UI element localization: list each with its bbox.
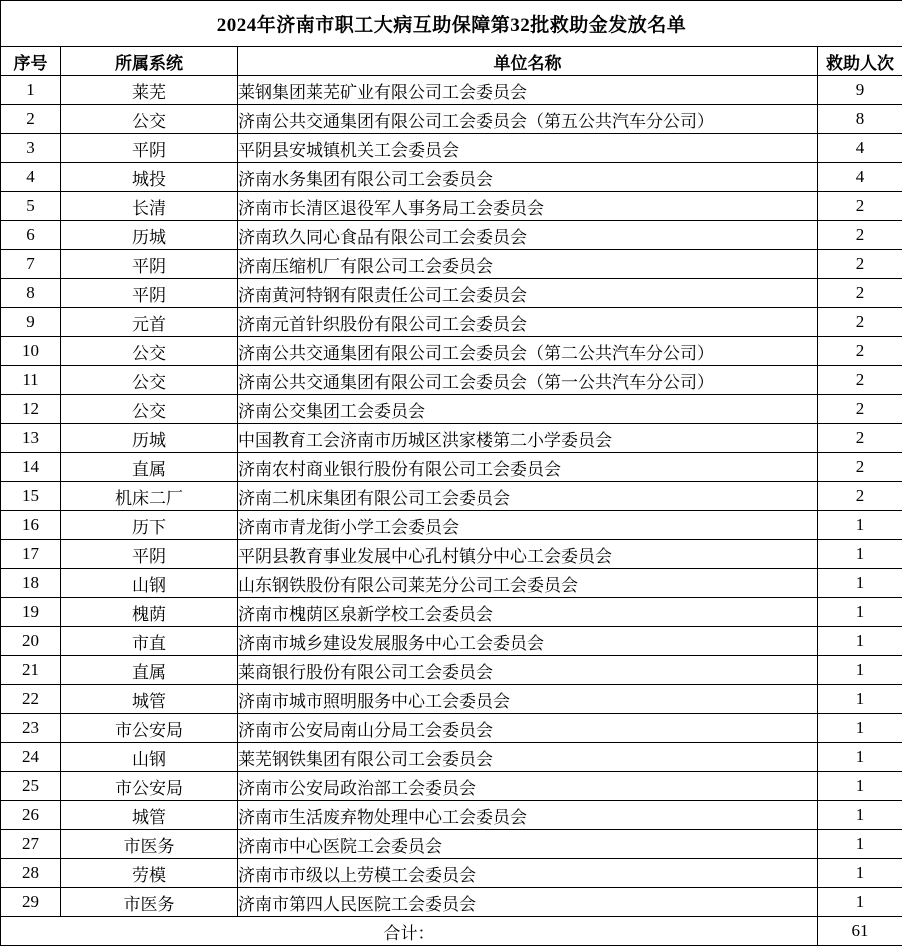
cell-count: 1 [818, 801, 902, 830]
cell-system: 公交 [61, 337, 238, 366]
cell-count: 2 [818, 453, 902, 482]
cell-count: 1 [818, 772, 902, 801]
column-header-index: 序号 [1, 47, 61, 76]
cell-index: 15 [1, 482, 61, 511]
cell-count: 2 [818, 192, 902, 221]
cell-system: 平阴 [61, 540, 238, 569]
cell-index: 28 [1, 859, 61, 888]
cell-system: 平阴 [61, 250, 238, 279]
cell-index: 10 [1, 337, 61, 366]
cell-unit: 济南市中心医院工会委员会 [238, 830, 818, 859]
cell-index: 22 [1, 685, 61, 714]
table-row [1, 598, 902, 627]
cell-index: 7 [1, 250, 61, 279]
cell-index: 17 [1, 540, 61, 569]
cell-count: 2 [818, 482, 902, 511]
total-value: 61 [818, 917, 902, 946]
cell-index: 25 [1, 772, 61, 801]
table-row [1, 453, 902, 482]
cell-count: 1 [818, 511, 902, 540]
cell-index: 1 [1, 76, 61, 105]
cell-unit: 济南市公安局政治部工会委员会 [238, 772, 818, 801]
cell-index: 5 [1, 192, 61, 221]
cell-index: 18 [1, 569, 61, 598]
cell-index: 2 [1, 105, 61, 134]
column-header-unit: 单位名称 [238, 47, 818, 76]
table-row [1, 743, 902, 772]
cell-count: 1 [818, 685, 902, 714]
cell-count: 1 [818, 540, 902, 569]
table-row [1, 656, 902, 685]
cell-unit: 济南市长清区退役军人事务局工会委员会 [238, 192, 818, 221]
cell-count: 1 [818, 656, 902, 685]
cell-system: 槐荫 [61, 598, 238, 627]
cell-unit: 济南市城乡建设发展服务中心工会委员会 [238, 627, 818, 656]
total-label: 合计： [1, 917, 818, 946]
cell-count: 1 [818, 859, 902, 888]
cell-count: 2 [818, 395, 902, 424]
table-row [1, 192, 902, 221]
table-row [1, 482, 902, 511]
cell-unit: 济南市公安局南山分局工会委员会 [238, 714, 818, 743]
title-row [1, 1, 902, 47]
cell-unit: 平阴县安城镇机关工会委员会 [238, 134, 818, 163]
cell-count: 4 [818, 134, 902, 163]
table-row [1, 76, 902, 105]
cell-index: 16 [1, 511, 61, 540]
cell-count: 1 [818, 627, 902, 656]
cell-count: 2 [818, 279, 902, 308]
cell-system: 市公安局 [61, 772, 238, 801]
cell-count: 1 [818, 714, 902, 743]
table-row [1, 540, 902, 569]
cell-system: 劳模 [61, 859, 238, 888]
cell-unit: 济南公交集团工会委员会 [238, 395, 818, 424]
table-row [1, 888, 902, 917]
header-row [1, 47, 902, 76]
cell-count: 1 [818, 830, 902, 859]
table-row [1, 830, 902, 859]
cell-unit: 莱商银行股份有限公司工会委员会 [238, 656, 818, 685]
cell-system: 城管 [61, 801, 238, 830]
cell-system: 市医务 [61, 888, 238, 917]
cell-unit: 济南压缩机厂有限公司工会委员会 [238, 250, 818, 279]
cell-count: 2 [818, 250, 902, 279]
cell-system: 市直 [61, 627, 238, 656]
cell-system: 长清 [61, 192, 238, 221]
cell-index: 26 [1, 801, 61, 830]
table-row [1, 685, 902, 714]
cell-system: 公交 [61, 395, 238, 424]
table-row [1, 511, 902, 540]
cell-system: 直属 [61, 656, 238, 685]
cell-system: 历下 [61, 511, 238, 540]
cell-unit: 济南公共交通集团有限公司工会委员会（第二公共汽车分公司） [238, 337, 818, 366]
cell-unit: 济南公共交通集团有限公司工会委员会（第五公共汽车分公司） [238, 105, 818, 134]
cell-count: 1 [818, 888, 902, 917]
table-row [1, 105, 902, 134]
cell-count: 1 [818, 743, 902, 772]
table-row [1, 366, 902, 395]
cell-system: 历城 [61, 221, 238, 250]
cell-index: 14 [1, 453, 61, 482]
table-row [1, 714, 902, 743]
table-row [1, 221, 902, 250]
cell-index: 19 [1, 598, 61, 627]
cell-unit: 济南黄河特钢有限责任公司工会委员会 [238, 279, 818, 308]
table-row [1, 279, 902, 308]
cell-index: 20 [1, 627, 61, 656]
table-row [1, 337, 902, 366]
table-row [1, 801, 902, 830]
cell-count: 2 [818, 221, 902, 250]
total-row [1, 917, 902, 946]
table-row [1, 859, 902, 888]
table-row [1, 569, 902, 598]
cell-system: 公交 [61, 105, 238, 134]
cell-count: 8 [818, 105, 902, 134]
cell-unit: 莱钢集团莱芜矿业有限公司工会委员会 [238, 76, 818, 105]
cell-count: 2 [818, 424, 902, 453]
cell-unit: 济南市槐荫区泉新学校工会委员会 [238, 598, 818, 627]
cell-system: 市公安局 [61, 714, 238, 743]
cell-system: 城管 [61, 685, 238, 714]
cell-system: 莱芜 [61, 76, 238, 105]
cell-unit: 济南二机床集团有限公司工会委员会 [238, 482, 818, 511]
cell-count: 2 [818, 337, 902, 366]
table-row [1, 395, 902, 424]
cell-index: 4 [1, 163, 61, 192]
cell-count: 2 [818, 366, 902, 395]
cell-count: 1 [818, 569, 902, 598]
column-header-system: 所属系统 [61, 47, 238, 76]
cell-index: 12 [1, 395, 61, 424]
cell-system: 历城 [61, 424, 238, 453]
cell-system: 平阴 [61, 279, 238, 308]
cell-unit: 济南公共交通集团有限公司工会委员会（第一公共汽车分公司） [238, 366, 818, 395]
cell-index: 9 [1, 308, 61, 337]
cell-system: 元首 [61, 308, 238, 337]
cell-unit: 平阴县教育事业发展中心孔村镇分中心工会委员会 [238, 540, 818, 569]
cell-count: 2 [818, 308, 902, 337]
cell-index: 11 [1, 366, 61, 395]
cell-index: 29 [1, 888, 61, 917]
cell-unit: 济南市市级以上劳模工会委员会 [238, 859, 818, 888]
table-row [1, 627, 902, 656]
table-row [1, 424, 902, 453]
cell-index: 6 [1, 221, 61, 250]
cell-count: 9 [818, 76, 902, 105]
cell-unit: 济南农村商业银行股份有限公司工会委员会 [238, 453, 818, 482]
cell-index: 21 [1, 656, 61, 685]
cell-index: 24 [1, 743, 61, 772]
table-row [1, 250, 902, 279]
table-row [1, 163, 902, 192]
cell-count: 1 [818, 598, 902, 627]
cell-unit: 山东钢铁股份有限公司莱芜分公司工会委员会 [238, 569, 818, 598]
cell-unit: 济南市青龙街小学工会委员会 [238, 511, 818, 540]
table-body [1, 76, 902, 917]
cell-system: 机床二厂 [61, 482, 238, 511]
cell-system: 平阴 [61, 134, 238, 163]
cell-system: 公交 [61, 366, 238, 395]
cell-unit: 济南市第四人民医院工会委员会 [238, 888, 818, 917]
cell-unit: 中国教育工会济南市历城区洪家楼第二小学委员会 [238, 424, 818, 453]
cell-count: 4 [818, 163, 902, 192]
column-header-count: 救助人次 [818, 47, 902, 76]
table-row [1, 772, 902, 801]
cell-unit: 济南玖久同心食品有限公司工会委员会 [238, 221, 818, 250]
cell-unit: 济南水务集团有限公司工会委员会 [238, 163, 818, 192]
cell-index: 13 [1, 424, 61, 453]
table-row [1, 134, 902, 163]
cell-index: 23 [1, 714, 61, 743]
cell-unit: 莱芜钢铁集团有限公司工会委员会 [238, 743, 818, 772]
page-title: 2024年济南市职工大病互助保障第32批救助金发放名单 [1, 1, 902, 47]
cell-system: 山钢 [61, 569, 238, 598]
cell-system: 直属 [61, 453, 238, 482]
cell-system: 山钢 [61, 743, 238, 772]
table-row [1, 308, 902, 337]
cell-unit: 济南元首针织股份有限公司工会委员会 [238, 308, 818, 337]
cell-index: 27 [1, 830, 61, 859]
cell-index: 3 [1, 134, 61, 163]
cell-unit: 济南市生活废弃物处理中心工会委员会 [238, 801, 818, 830]
cell-system: 城投 [61, 163, 238, 192]
cell-system: 市医务 [61, 830, 238, 859]
cell-unit: 济南市城市照明服务中心工会委员会 [238, 685, 818, 714]
cell-index: 8 [1, 279, 61, 308]
